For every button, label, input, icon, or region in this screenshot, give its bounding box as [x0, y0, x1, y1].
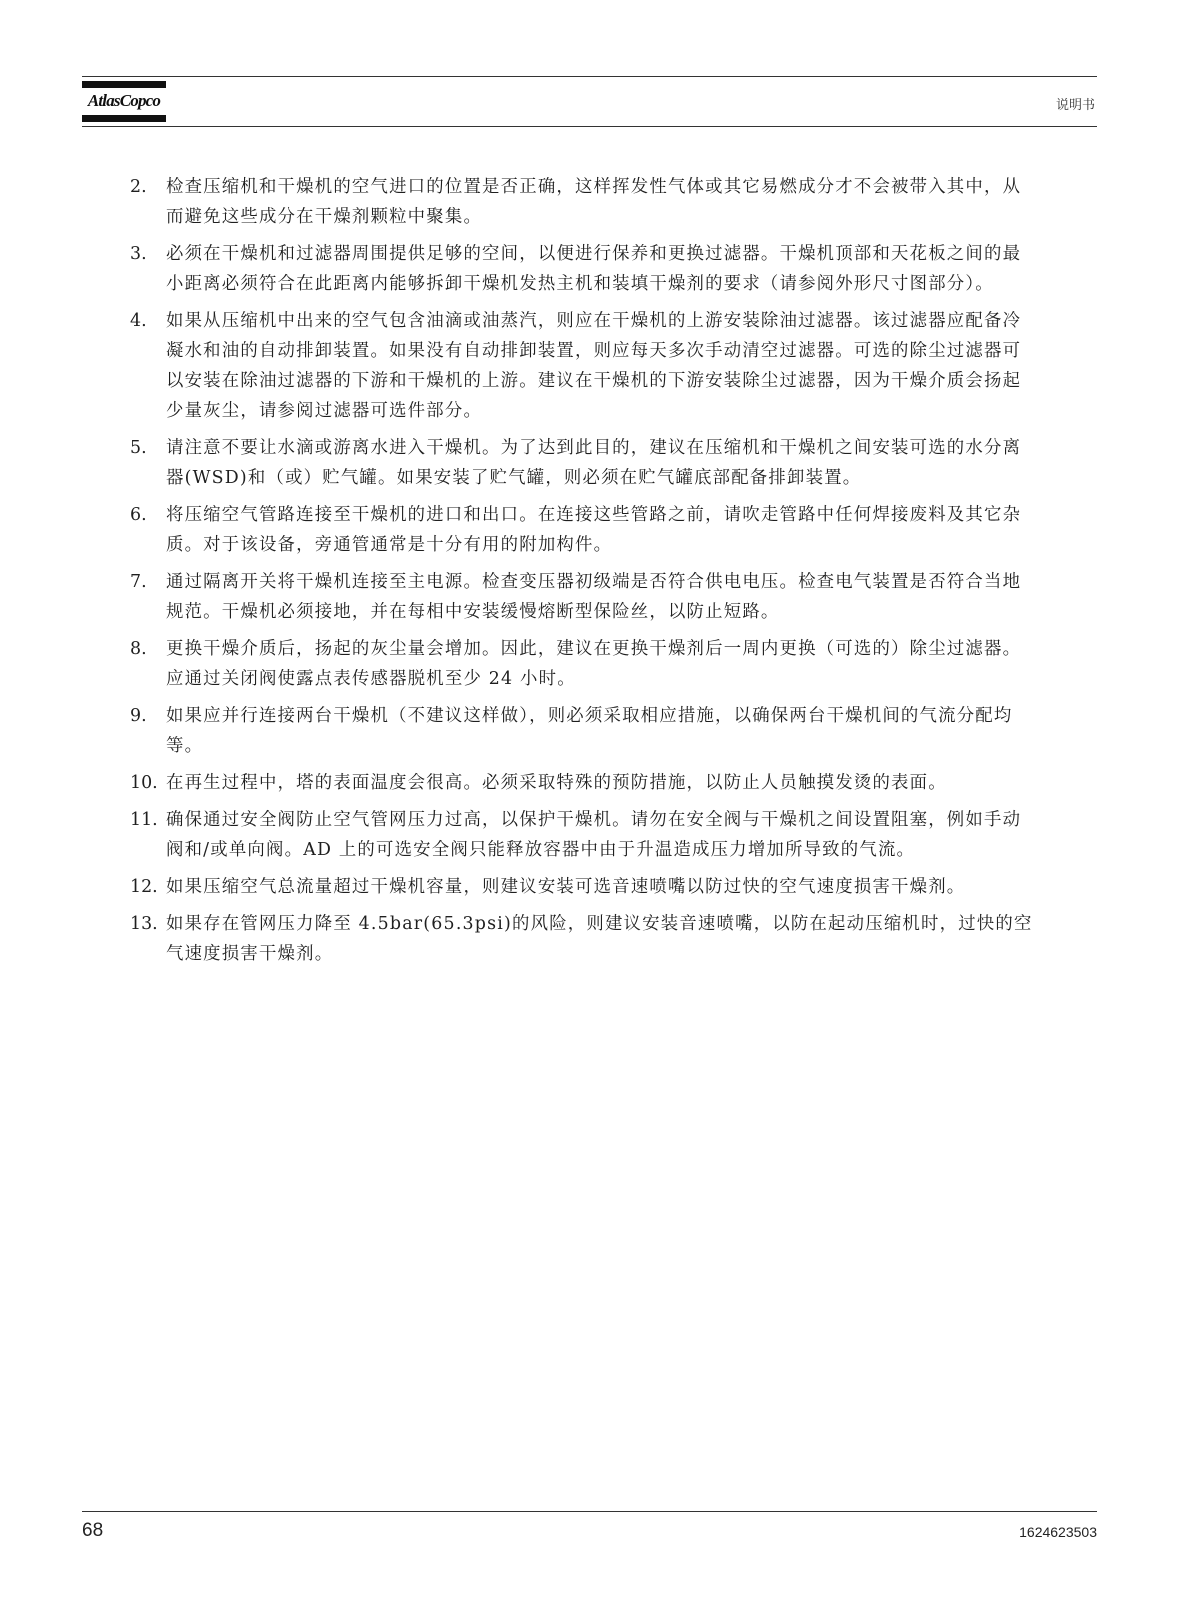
item-text: 将压缩空气管路连接至干燥机的进口和出口。在连接这些管路之前，请吹走管路中任何焊接废料及其它杂质。对于该设备，旁通管通常是十分有用的附加构件。: [166, 505, 1022, 555]
item-number: 6.: [130, 505, 147, 525]
item-text: 如果压缩空气总流量超过干燥机容量，则建议安装可选音速喷嘴以防过快的空气速度损害干燥剂。: [166, 877, 966, 897]
item-text: 请注意不要让水滴或游离水进入干燥机。为了达到此目的，建议在压缩机和干燥机之间安装可选的水分离器(WSD)和（或）贮气罐。如果安装了贮气罐，则必须在贮气罐底部配备排卸装置。: [166, 438, 1022, 488]
item-number: 10.: [130, 773, 158, 793]
item-text: 通过隔离开关将干燥机连接至主电源。检查变压器初级端是否符合供电电压。检查电气装置是否符合当地规范。干燥机必须接地，并在每相中安装缓慢熔断型保险丝，以防止短路。: [166, 572, 1022, 622]
list-item: [122, 768, 1037, 798]
list-item: [122, 433, 1037, 493]
atlas-copco-logo: [82, 81, 166, 125]
footer-rule: [82, 1511, 1097, 1512]
page-number: 68: [82, 1520, 104, 1541]
logo-bar-bottom: [82, 115, 166, 122]
logo-text: AtlasCopco: [87, 91, 161, 110]
item-text: 如果应并行连接两台干燥机（不建议这样做），则必须采取相应措施，以确保两台干燥机间的气流分配均等。: [166, 706, 1013, 756]
item-text: 更换干燥介质后，扬起的灰尘量会增加。因此，建议在更换干燥剂后一周内更换（可选的）除尘过滤器。应通过关闭阀使露点表传感器脱机至少 24 小时。: [166, 639, 1022, 689]
item-number: 12.: [130, 877, 158, 897]
list-item: [122, 805, 1037, 865]
list-item: [122, 872, 1037, 902]
item-text: 如果存在管网压力降至 4.5bar(65.3psi)的风险，则建议安装音速喷嘴，以防在起动压缩机时，过快的空气速度损害干燥剂。: [166, 914, 1033, 964]
item-number: 3.: [130, 244, 147, 264]
item-text: 检查压缩机和干燥机的空气进口的位置是否正确，这样挥发性气体或其它易燃成分才不会被带入其中，从而避免这些成分在干燥剂颗粒中聚集。: [166, 177, 1022, 227]
list-item: [122, 172, 1037, 232]
item-text: 确保通过安全阀防止空气管网压力过高，以保护干燥机。请勿在安全阀与干燥机之间设置阻塞，例如手动阀和/或单向阀。AD 上的可选安全阀只能释放容器中由于升温造成压力增加所导致的气流。: [166, 810, 1022, 860]
document-number: 1624623503: [1019, 1524, 1097, 1540]
instruction-list: [122, 172, 1037, 976]
document-type-label: 说明书: [1055, 98, 1095, 113]
list-item: [122, 634, 1037, 694]
logo-bar-top: [82, 81, 166, 88]
item-number: 7.: [130, 572, 147, 592]
list-item: [122, 239, 1037, 299]
item-text: 必须在干燥机和过滤器周围提供足够的空间，以便进行保养和更换过滤器。干燥机顶部和天花板之间的最小距离必须符合在此距离内能够拆卸干燥机发热主机和装填干燥剂的要求（请参阅外形尺寸图部分）。: [166, 244, 1022, 294]
item-number: 13.: [130, 914, 158, 934]
item-number: 2.: [130, 177, 147, 197]
item-number: 4.: [130, 311, 147, 331]
list-item: [122, 567, 1037, 627]
list-item: [122, 500, 1037, 560]
item-number: 11.: [130, 810, 158, 830]
header-bottom-rule: [82, 126, 1097, 127]
item-number: 5.: [130, 438, 147, 458]
item-text: 如果从压缩机中出来的空气包含油滴或油蒸汽，则应在干燥机的上游安装除油过滤器。该过滤器应配备冷凝水和油的自动排卸装置。如果没有自动排卸装置，则应每天多次手动清空过滤器。可选的除尘过滤器可以安装在除油过滤器的下游和干燥机的上游。建议在干燥机的下游安装除尘过滤器，因为干燥介质会扬起少量灰尘，请参阅过滤器可选件部分。: [166, 311, 1022, 421]
item-text: 在再生过程中，塔的表面温度会很高。必须采取特殊的预防措施，以防止人员触摸发烫的表面。: [166, 773, 947, 793]
list-item: [122, 306, 1037, 426]
item-number: 8.: [130, 639, 147, 659]
header-top-rule: [82, 76, 1097, 77]
item-number: 9.: [130, 706, 147, 726]
list-item: [122, 701, 1037, 761]
list-item: [122, 909, 1037, 969]
